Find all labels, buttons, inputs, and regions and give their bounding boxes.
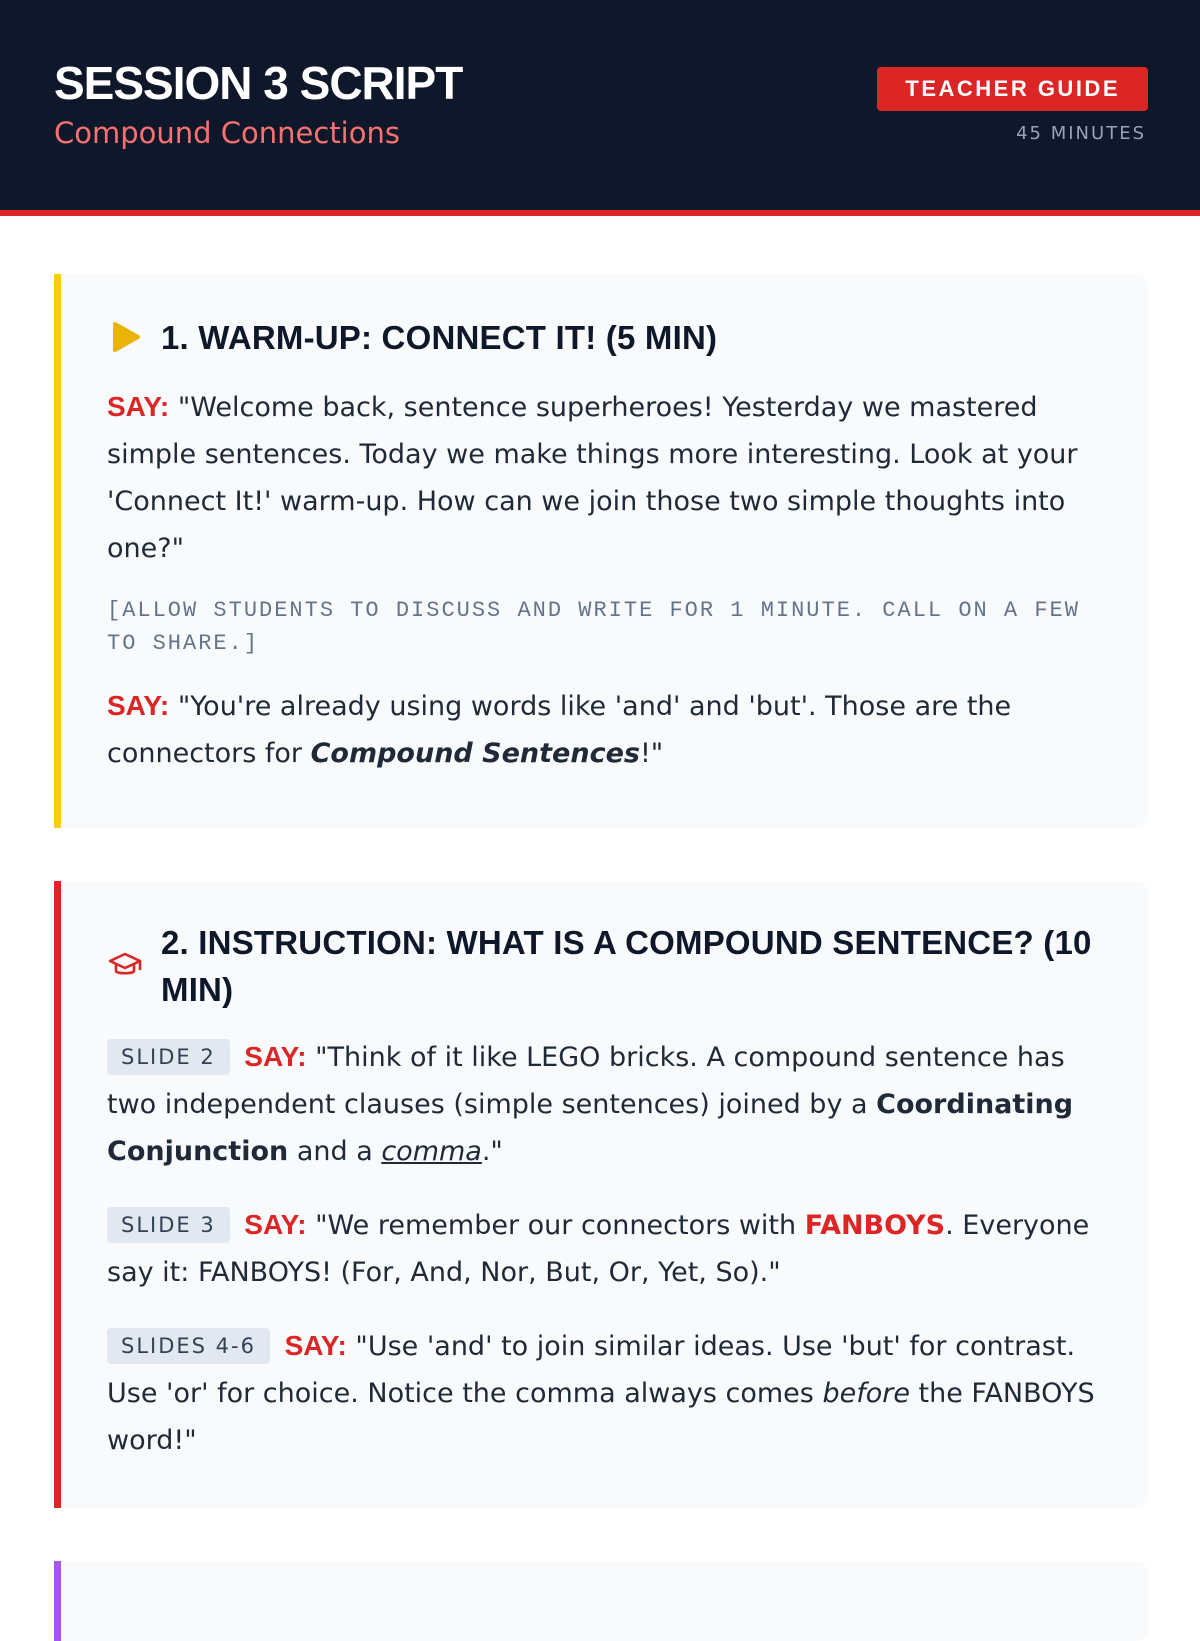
- instruction-section: [54, 881, 1148, 1508]
- say-label: SAY:: [244, 1209, 307, 1240]
- key-term-emphasis: comma: [381, 1136, 482, 1167]
- script-text: and a: [288, 1136, 382, 1167]
- key-term: FANBOYS: [804, 1210, 946, 1241]
- script-text: "You're already using words like 'and' and 'but'. Those are the connectors for: [107, 691, 1012, 769]
- play-icon: [107, 319, 143, 355]
- section-header: [107, 919, 1102, 1013]
- say-label: SAY:: [244, 1041, 307, 1072]
- script-text: the FANBOYS word!": [107, 1378, 1095, 1456]
- section-title: 2. INSTRUCTION: WHAT IS A COMPOUND SENTENCE? (10 MIN): [161, 924, 1092, 1008]
- script-text: !": [639, 738, 664, 769]
- script-text: "Use 'and' to join similar ideas. Use 'but' for contrast. Use 'or' for choice. Notice the comma always comes: [107, 1331, 1076, 1409]
- emphasis-term: Compound Sentences: [310, 738, 640, 769]
- script-text: "Think of it like LEGO bricks. A compound sentence has two independent clauses (simple sentences) joined by a: [107, 1042, 1065, 1120]
- script-text: "We remember our connectors with: [315, 1210, 805, 1241]
- duration-label: 45 MINUTES: [1016, 123, 1146, 144]
- next-section: [54, 1561, 1148, 1641]
- slide-tag: SLIDE 2: [107, 1039, 230, 1075]
- say-label: SAY:: [107, 690, 170, 721]
- script-paragraph: [107, 682, 1102, 777]
- emphasis-word: before: [822, 1378, 910, 1409]
- teacher-guide-badge: TEACHER GUIDE: [877, 67, 1148, 111]
- script-text: .": [481, 1136, 503, 1167]
- slide-tag: SLIDES 4-6: [107, 1328, 270, 1364]
- say-label: SAY:: [284, 1330, 347, 1361]
- script-paragraph: [107, 1322, 1102, 1464]
- section-title: 1. WARM-UP: CONNECT IT! (5 MIN): [161, 319, 718, 356]
- section-header: [107, 314, 1102, 361]
- key-term: Coordinating Conjunction: [107, 1089, 1074, 1167]
- stage-direction: [ALLOW STUDENTS TO DISCUSS AND WRITE FOR 1 MINUTE. CALL ON A FEW TO SHARE.]: [107, 598, 1080, 656]
- script-paragraph: [107, 1033, 1102, 1175]
- page-header: [0, 0, 1200, 216]
- script-text: "Welcome back, sentence superheroes! Yesterday we mastered simple sentences. Today we make things more interesting. Look at your 'Connect It!' warm-up. How can we join those two simple thoughts into one?": [107, 392, 1078, 564]
- script-text: . Everyone say it: FANBOYS! (For, And, Nor, But, Or, Yet, So).": [107, 1210, 1090, 1288]
- slide-tag: SLIDE 3: [107, 1207, 230, 1243]
- page-subtitle: Compound Connections: [54, 116, 400, 150]
- page-title: SESSION 3 SCRIPT: [54, 57, 463, 109]
- warmup-section: [54, 274, 1148, 828]
- script-paragraph: [107, 1201, 1102, 1296]
- script-paragraph: [107, 383, 1102, 572]
- say-label: SAY:: [107, 391, 170, 422]
- graduation-cap-icon: [107, 947, 143, 983]
